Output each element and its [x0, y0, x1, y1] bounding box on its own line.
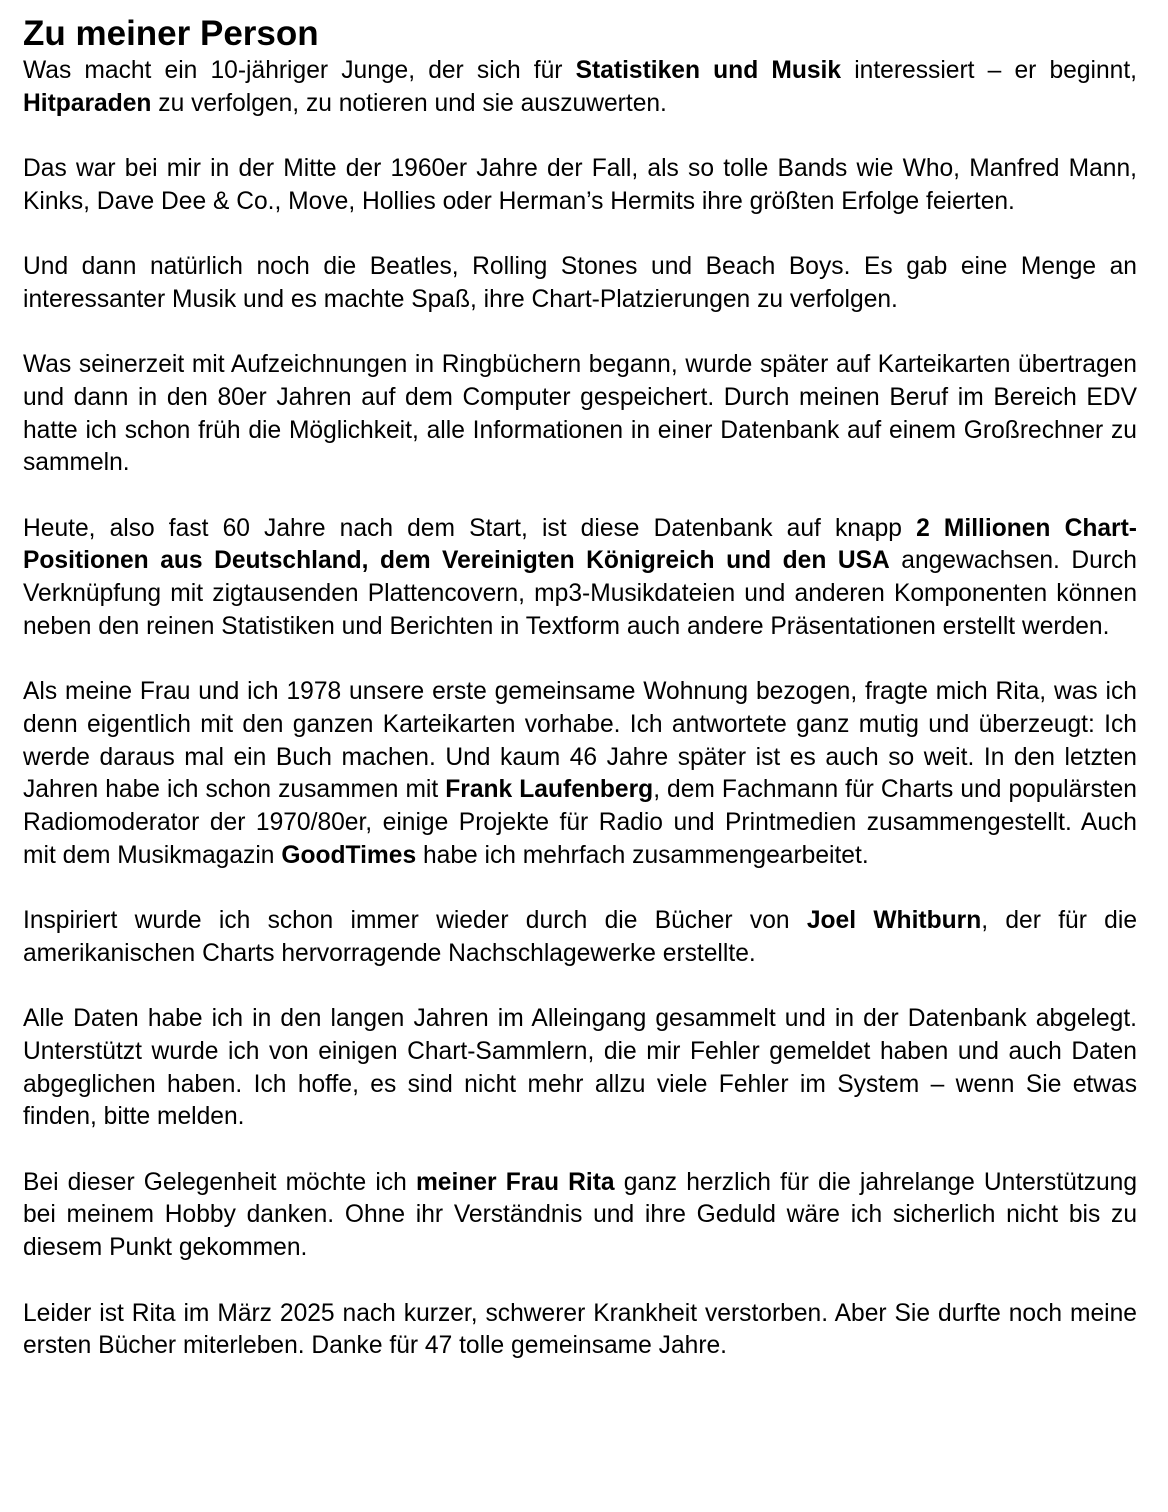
bold-text: GoodTimes — [281, 841, 417, 869]
bold-text: meiner Frau Rita — [415, 1168, 615, 1196]
text-run: Und dann natürlich noch die Beatles, Rolling Stones und Beach Boys. Es gab eine Menge an interessanter Musik und es machte Spaß, ihre Chart-Platzierungen zu verfolgen. — [23, 253, 1137, 313]
text-run: Was macht ein 10-jähriger Junge, der sich für — [23, 57, 576, 84]
text-run: angewachsen. Durch Verknüpfung mit zigtausenden Plattencovern, mp3-Musikdateien und anderen Komponenten können neben den reinen Statistiken und Berichten in Textform auch andere Präsentationen erstellt werden. — [23, 547, 1137, 640]
body-text — [23, 55, 1137, 1363]
paragraph — [23, 55, 1137, 120]
text-run: interessiert – er beginnt, — [841, 57, 1137, 84]
document-page — [23, 0, 1137, 1363]
text-run: Heute, also fast 60 Jahre nach dem Start, ist diese Datenbank auf knapp — [23, 514, 917, 542]
text-run: Inspiriert wurde ich schon immer wieder durch die Bücher von — [23, 907, 807, 935]
bold-text: 2 Millionen Chart-Positionen aus Deutschland, dem Vereinigten Königreich und den USA — [23, 514, 1137, 575]
paragraph — [23, 676, 1137, 872]
text-run: habe ich mehrfach zusammengearbeitet. — [416, 841, 869, 869]
text-run: zu verfolgen, zu notieren und sie auszuwerten. — [151, 89, 667, 117]
bold-text: Hitparaden — [23, 89, 152, 117]
text-run: Was seinerzeit mit Aufzeichnungen in Ringbüchern begann, wurde später auf Karteikarten übertragen und dann in den 80er Jahren auf dem Computer gespeichert. Durch meinen Beruf im Bereich EDV hatte ich schon früh die Möglichkeit, alle Informationen in einer Datenbank auf einem Großrechner zu sammeln. — [23, 351, 1137, 477]
text-run: Bei dieser Gelegenheit möchte ich — [23, 1168, 416, 1196]
text-run: Leider ist Rita im März 2025 nach kurzer, schwerer Krankheit verstorben. Aber Sie durfte noch meine ersten Bücher miterleben. Danke für 47 tolle gemeinsame Jahre. — [23, 1299, 1137, 1360]
paragraph — [23, 1167, 1137, 1265]
bold-text: Joel Whitburn — [806, 907, 982, 935]
bold-text: Frank Laufenberg — [445, 776, 654, 804]
text-run: Alle Daten habe ich in den langen Jahren im Alleingang gesammelt und in der Datenbank abgelegt. Unterstützt wurde ich von einigen Chart-Sammlern, die mir Fehler gemeldet haben und auch Daten abgeglichen haben. Ich hoffe, es sind nicht mehr allzu viele Fehler im System – wenn Sie etwas finden, bitte melden. — [23, 1005, 1137, 1131]
paragraph — [23, 251, 1137, 316]
paragraph — [23, 905, 1137, 970]
text-run: Das war bei mir in der Mitte der 1960er Jahre der Fall, als so tolle Bands wie Who, Manfred Mann, Kinks, Dave Dee & Co., Move, Hollies oder Herman’s Hermits ihre größten Erfolge feierten. — [23, 155, 1137, 215]
text-run: , der für die amerikanischen Charts hervorragende Nachschlagewerke erstellte. — [23, 907, 1137, 967]
paragraph — [23, 513, 1137, 644]
paragraph — [23, 1003, 1137, 1134]
paragraph — [23, 153, 1137, 218]
paragraph — [23, 349, 1137, 480]
text-run: , dem Fachmann für Charts und populärsten Radiomoderator der 1970/80er, einige Projekte für Radio und Printmedien zusammengestellt. Auch mit dem Musikmagazin — [23, 776, 1137, 869]
bold-text: Statistiken und Musik — [575, 57, 842, 84]
paragraph — [23, 1298, 1137, 1363]
text-run: ganz herzlich für die jahrelange Unterstützung bei meinem Hobby danken. Ohne ihr Verständnis und ihre Geduld wäre ich sicherlich nicht bis zu diesem Punkt gekommen. — [23, 1168, 1138, 1262]
text-run: Als meine Frau und ich 1978 unsere erste gemeinsame Wohnung bezogen, fragte mich Rita, was ich denn eigentlich mit den ganzen Karteikarten vorhabe. Ich antwortete ganz mutig und überzeugt: Ich werde daraus mal ein Buch machen. Und kaum 46 Jahre später ist es auch so weit. In den letzten Jahren habe ich schon zusammen mit — [23, 678, 1137, 804]
page-title: Zu meiner Person — [23, 14, 319, 53]
